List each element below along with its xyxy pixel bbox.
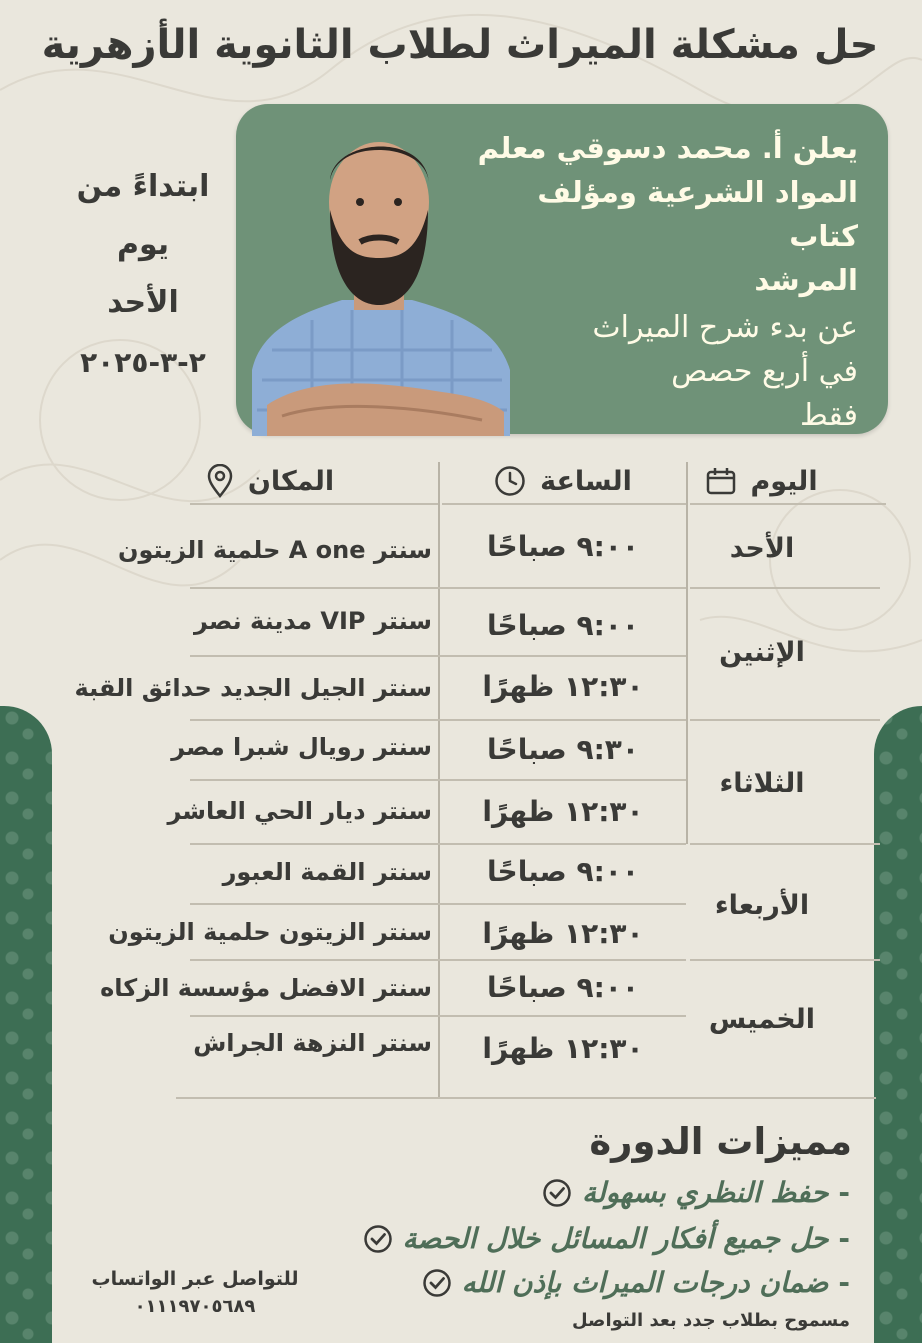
page-title: حل مشكلة الميراث لطلاب الثانوية الأزهرية bbox=[41, 22, 879, 68]
session-place: سنتر الافضل مؤسسة الزكاه bbox=[100, 974, 432, 1002]
announcement-line: فقط bbox=[800, 398, 858, 433]
session-place: سنتر النزهة الجراش bbox=[193, 1029, 432, 1057]
announcement-box bbox=[236, 104, 888, 434]
announcement-line: المرشد bbox=[754, 263, 858, 297]
session-time: ٩:٠٠ صباحًا bbox=[487, 971, 639, 1004]
day-monday: الإثنين bbox=[719, 637, 805, 668]
row-divider bbox=[190, 959, 686, 961]
feature-text: حفظ النظري بسهولة bbox=[582, 1176, 829, 1209]
feature-item: - حفظ النظري بسهولة bbox=[542, 1176, 850, 1209]
day-tuesday: الثلاثاء bbox=[719, 768, 805, 799]
start-line: يوم bbox=[116, 227, 170, 262]
session-time: ٩:٠٠ صباحًا bbox=[487, 530, 639, 563]
right-green-band bbox=[874, 706, 922, 1343]
header-day-label: اليوم bbox=[750, 465, 818, 497]
session-time: ٩:٠٠ صباحًا bbox=[487, 609, 639, 642]
announcement-text bbox=[468, 126, 858, 438]
row-divider bbox=[190, 843, 686, 845]
day-sunday: الأحد bbox=[729, 533, 795, 564]
session-time: ٩:٣٠ صباحًا bbox=[487, 733, 639, 766]
check-circle-icon bbox=[422, 1268, 452, 1298]
session-place: سنتر الزيتون حلمية الزيتون bbox=[108, 918, 432, 946]
row-divider bbox=[190, 587, 686, 589]
session-place: سنتر ديار الحي العاشر bbox=[167, 797, 432, 825]
row-divider bbox=[690, 959, 880, 961]
feature-text: حل جميع أفكار المسائل خلال الحصة bbox=[402, 1222, 829, 1255]
start-line: الأحد bbox=[107, 285, 179, 320]
features-title: مميزات الدورة bbox=[589, 1120, 852, 1163]
row-divider bbox=[690, 719, 880, 721]
announcement-line: في أربع حصص bbox=[671, 354, 858, 389]
row-divider bbox=[190, 779, 686, 781]
feature-item: - ضمان درجات الميراث بإذن الله bbox=[422, 1266, 850, 1299]
session-time: ١٢:٣٠ ظهرًا bbox=[482, 1032, 644, 1065]
row-divider bbox=[190, 1015, 686, 1017]
header-place-label: المكان bbox=[247, 465, 335, 497]
feature-text: ضمان درجات الميراث بإذن الله bbox=[461, 1266, 829, 1299]
contact-block bbox=[70, 1268, 320, 1317]
row-divider bbox=[690, 503, 886, 505]
announcement-line: يعلن أ. محمد دسوقي معلم bbox=[477, 131, 858, 165]
session-time: ١٢:٣٠ ظهرًا bbox=[482, 917, 644, 950]
header-time-label: الساعة bbox=[540, 465, 632, 497]
check-circle-icon bbox=[542, 1178, 572, 1208]
row-divider bbox=[190, 719, 686, 721]
announcement-line: المواد الشرعية ومؤلف كتاب bbox=[537, 175, 858, 253]
session-place: سنتر A one حلمية الزيتون bbox=[117, 536, 432, 564]
check-circle-icon bbox=[363, 1224, 393, 1254]
location-pin-icon bbox=[206, 464, 234, 498]
announcement-line: عن بدء شرح الميراث bbox=[592, 310, 858, 345]
start-date-block bbox=[56, 158, 230, 392]
session-place: سنتر VIP مدينة نصر bbox=[194, 607, 432, 635]
session-place: سنتر الجيل الجديد حدائق القبة bbox=[74, 674, 432, 702]
row-divider bbox=[690, 587, 880, 589]
day-thursday: الخميس bbox=[708, 1004, 816, 1035]
row-divider bbox=[176, 1097, 876, 1099]
session-place: سنتر رويال شبرا مصر bbox=[171, 733, 432, 761]
row-divider bbox=[190, 503, 438, 505]
row-divider bbox=[690, 843, 880, 845]
footer-note: مسموح بطلاب جدد بعد التواصل bbox=[571, 1310, 850, 1331]
header-time bbox=[448, 458, 678, 504]
start-line: ابتداءً من bbox=[76, 169, 210, 204]
row-divider bbox=[190, 903, 686, 905]
row-divider bbox=[190, 655, 686, 657]
session-time: ٩:٠٠ صباحًا bbox=[487, 855, 639, 888]
calendar-icon bbox=[706, 467, 736, 495]
session-time: ١٢:٣٠ ظهرًا bbox=[482, 795, 644, 828]
clock-icon bbox=[494, 465, 526, 497]
row-divider bbox=[442, 503, 686, 505]
contact-phone[interactable]: ٠١١١٩٧٠٥٦٨٩ bbox=[134, 1296, 256, 1317]
start-date: ٢-٣-٢٠٢٥ bbox=[80, 346, 206, 379]
header-day bbox=[672, 458, 852, 504]
session-time: ١٢:٣٠ ظهرًا bbox=[482, 670, 644, 703]
session-place: سنتر القمة العبور bbox=[222, 858, 432, 886]
day-wednesday: الأربعاء bbox=[714, 890, 810, 921]
contact-label: للتواصل عبر الواتساب bbox=[91, 1268, 299, 1290]
feature-item: - حل جميع أفكار المسائل خلال الحصة bbox=[363, 1222, 850, 1255]
header-place bbox=[110, 458, 430, 504]
